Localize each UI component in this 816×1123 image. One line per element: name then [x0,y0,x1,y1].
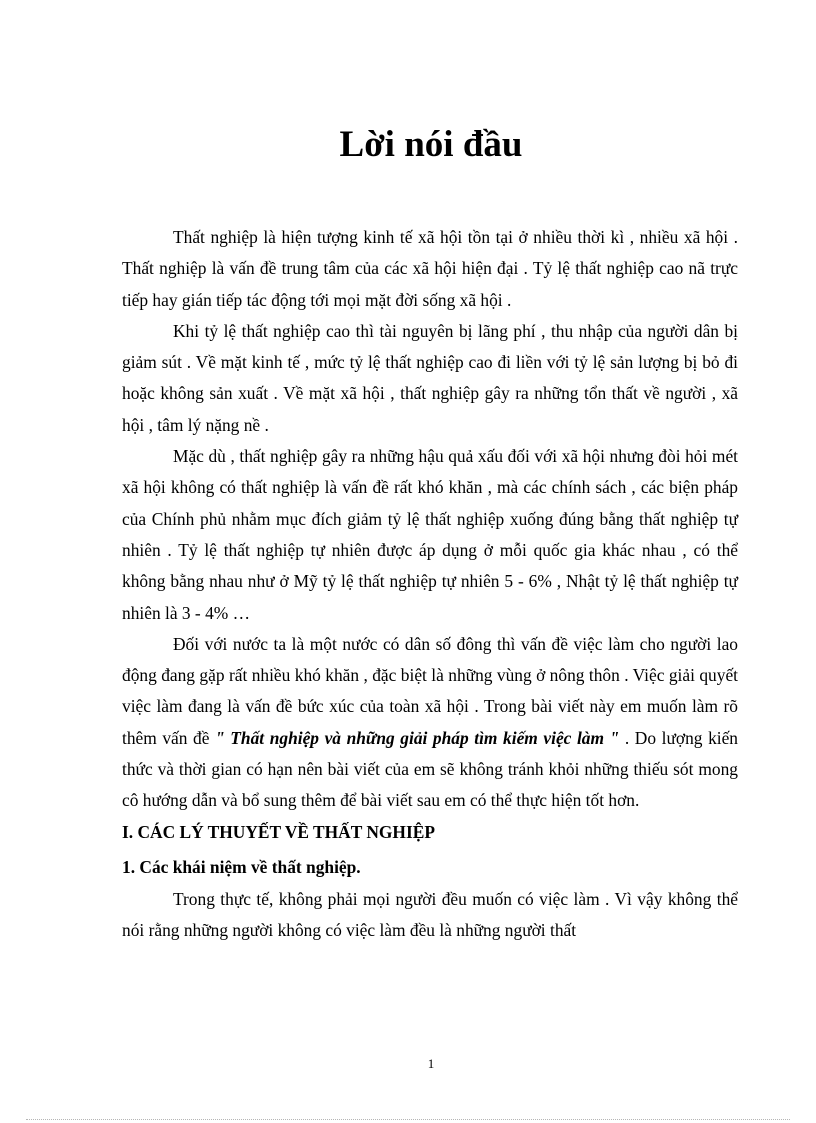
page-number: 1 [427,1056,435,1071]
paragraph-consequences: Khi tỷ lệ thất nghiệp cao thì tài nguyên bị lãng phí , thu nhập của người dân bị giảm sút . Về mặt kinh tế , mức tỷ lệ thất nghiệp cao đi liền với tỷ lệ sản lượng bị bỏ đi hoặc không sản xuất . Về mặt xã hội , thất nghiệp gây ra những tổn thất về người , xã hội , tâm lý nặng nề . [122,320,738,435]
page-title: Lời nói đầu [339,123,523,165]
paragraph-vietnam-text-before: Đối với nước ta là một nước có dân số đông thì vấn đề việc làm cho người lao động đang gặp rất nhiều khó khăn , đặc biệt là những vùng ở nông thôn . Việc giải quyết việc làm đang là vấn đề bức xúc của toàn xã hội . Trong bài viết này em muốn làm rõ thêm vấn đề [122,633,738,748]
page-bottom-divider [26,1119,790,1120]
section-heading: I. CÁC LÝ THUYẾT VỀ THẤT NGHIỆP [122,821,435,842]
paragraph-natural-rate: Mặc dù , thất nghiệp gây ra những hậu quả xấu đối với xã hội nhưng đòi hỏi mét xã hội không có thất nghiệp là vấn đề rất khó khăn , mà các chính sách , các biện pháp của Chính phủ nhằm mục đích giảm tỷ lệ thất nghiệp xuống đúng bằng thất nghiệp tự nhiên . Tỷ lệ thất nghiệp tự nhiên được áp dụng ở mỗi quốc gia khác nhau , có thể không bằng nhau như ở Mỹ tỷ lệ thất nghiệp tự nhiên 5 - 6% , Nhật tỷ lệ thất nghiệp tự nhiên là 3 - 4% … [122,446,738,623]
essay-topic-emphasis: " Thất nghiệp và những giải pháp tìm kiếm việc làm " [215,727,620,748]
paragraph-intro: Thất nghiệp là hiện tượng kinh tế xã hội tồn tại ở nhiều thời kì , nhiều xã hội . Thất nghiệp là vấn đề trung tâm của các xã hội hiện đại . Tỷ lệ thất nghiệp cao nã trực tiếp hay gián tiếp tác động tới mọi mặt đời sống xã hội . [122,227,738,310]
document-body [122,222,738,946]
paragraph-vietnam-text-after: . Do lượng kiến thức và thời gian có hạn nên bài viết của em sẽ không tránh khỏi những thiếu sót mong cô hướng dẫn và bổ sung thêm để bài viết sau em có thể thực hiện tốt hơn. [122,727,739,811]
paragraph-vietnam [122,629,738,817]
paragraph-definition: Trong thực tế, không phải mọi người đều muốn có việc làm . Vì vậy không thể nói rằng những người không có việc làm đều là những người thất [122,888,738,940]
subsection-heading: 1. Các khái niệm về thất nghiệp. [122,856,361,877]
